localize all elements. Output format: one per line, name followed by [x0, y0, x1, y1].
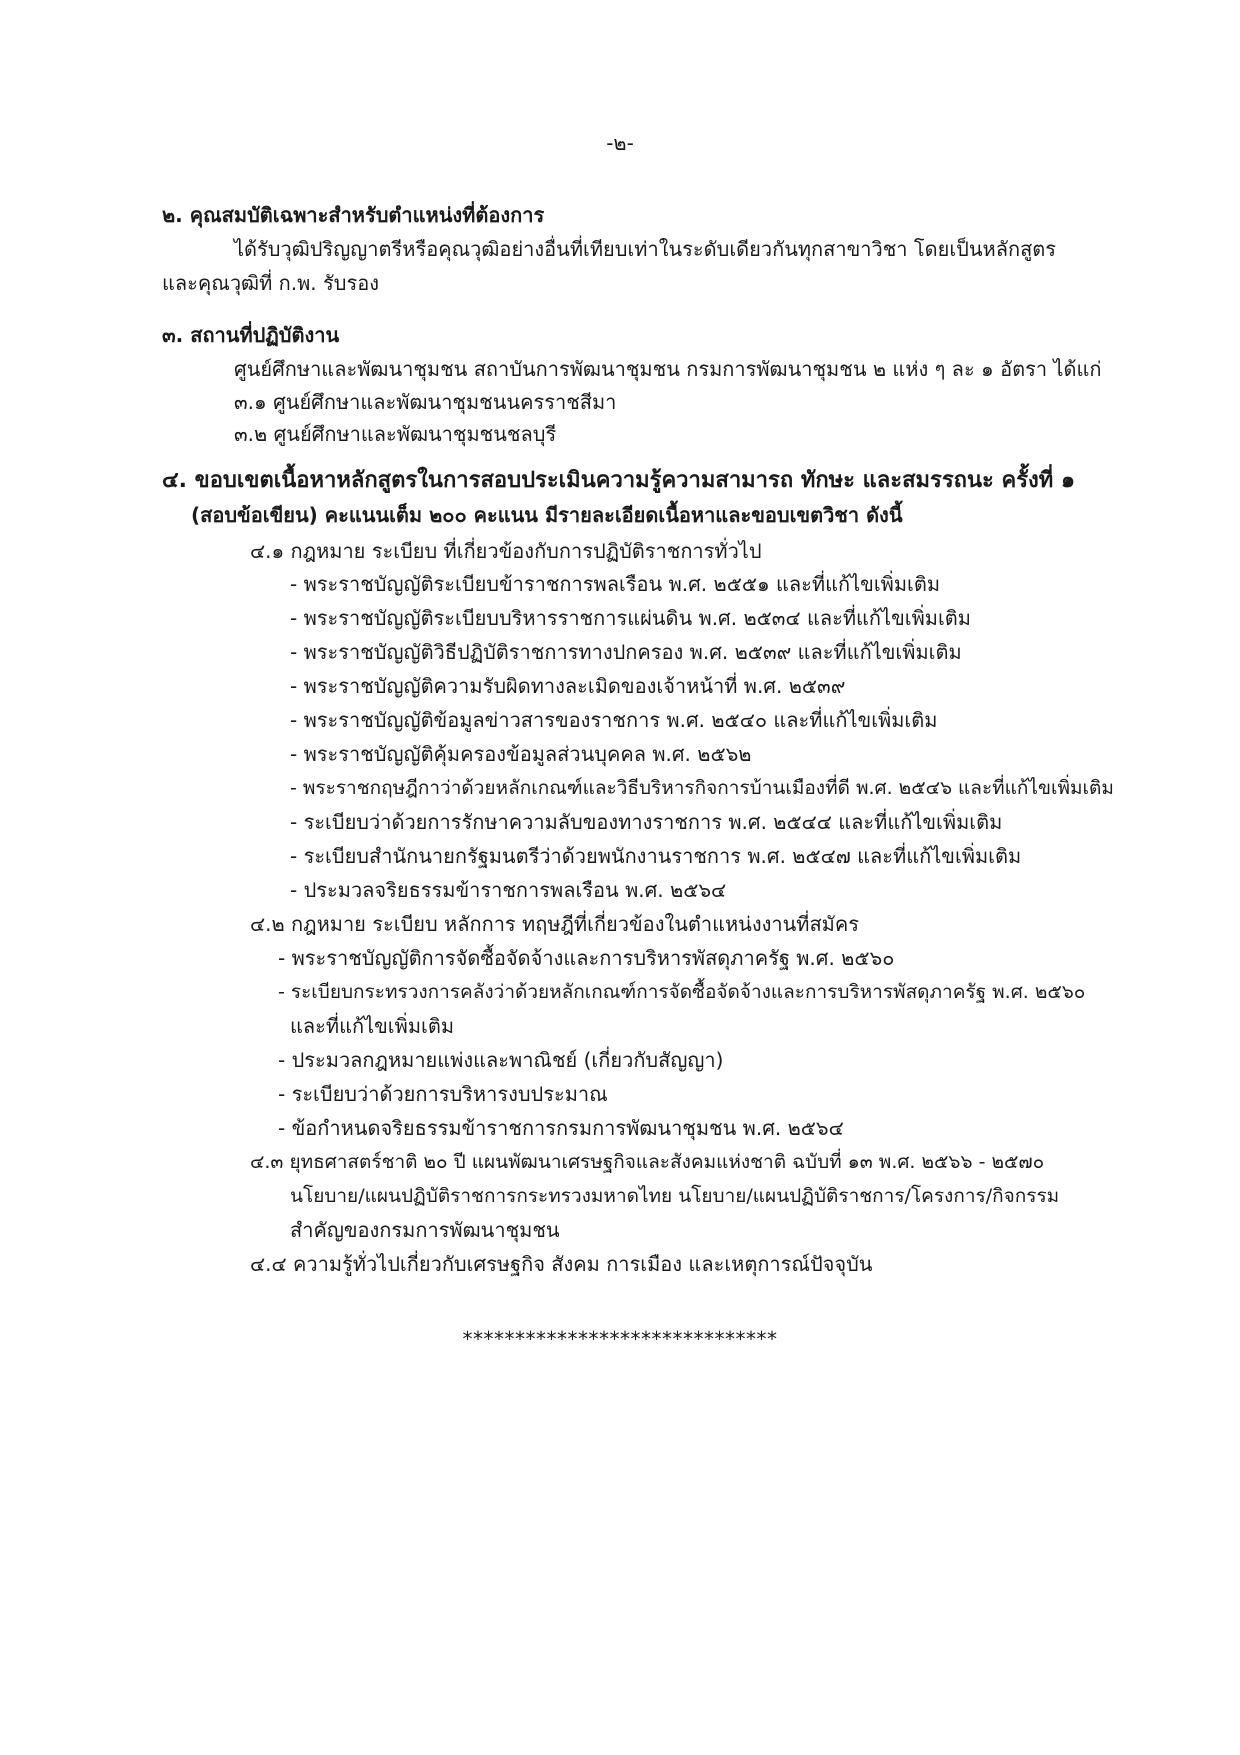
section-4-3-line-2: นโยบาย/แผนปฏิบัติราชการกระทรวงมหาดไทย นโยบาย/แผนปฏิบัติราชการ/โครงการ/กิจกรรม: [290, 1185, 1060, 1207]
list-item: - พระราชบัญญัติระเบียบข้าราชการพลเรือน พ.ศ. ๒๕๕๑ และที่แก้ไขเพิ่มเติม: [290, 572, 941, 596]
section-4-3-line-1: ๔.๓ ยุทธศาสตร์ชาติ ๒๐ ปี แผนพัฒนาเศรษฐกิจและสังคมแห่งชาติ ฉบับที่ ๑๓ พ.ศ. ๒๕๖๖ - ๒๕๗๐: [250, 1151, 1045, 1173]
section-4-1-title: ๔.๑ กฎหมาย ระเบียบ ที่เกี่ยวข้องกับการปฏิบัติราชการทั่วไป: [250, 539, 762, 563]
list-item: - พระราชบัญญัติการจัดซื้อจัดจ้างและการบริหารพัสดุภาครัฐ พ.ศ. ๒๕๖๐: [278, 946, 895, 970]
list-item: - ระเบียบสำนักนายกรัฐมนตรีว่าด้วยพนักงานราชการ พ.ศ. ๒๕๔๗ และที่แก้ไขเพิ่มเติม: [290, 844, 1022, 868]
section-4-4: ๔.๔ ความรู้ทั่วไปเกี่ยวกับเศรษฐกิจ สังคม การเมือง และเหตุการณ์ปัจจุบัน: [250, 1252, 873, 1276]
list-item-continuation: และที่แก้ไขเพิ่มเติม: [290, 1014, 455, 1038]
list-item: - พระราชบัญญัติข้อมูลข่าวสารของราชการ พ.ศ. ๒๕๔๐ และที่แก้ไขเพิ่มเติม: [290, 708, 938, 732]
section-3-1: ๓.๑ ศูนย์ศึกษาและพัฒนาชุมชนนครราชสีมา: [234, 390, 617, 414]
section-3-heading: ๓. สถานที่ปฏิบัติงาน: [162, 323, 340, 347]
list-item: - พระราชกฤษฎีกาว่าด้วยหลักเกณฑ์และวิธีบริหารกิจการบ้านเมืองที่ดี พ.ศ. ๒๕๔๖ และที่แก้ไขเพิ่มเติม: [290, 777, 1114, 799]
list-item: - ประมวลกฎหมายแพ่งและพาณิชย์ (เกี่ยวกับสัญญา): [278, 1048, 724, 1072]
list-item: - พระราชบัญญัติวิธีปฏิบัติราชการทางปกครอง พ.ศ. ๒๕๓๙ และที่แก้ไขเพิ่มเติม: [290, 640, 962, 664]
list-item: - พระราชบัญญัติความรับผิดทางละเมิดของเจ้าหน้าที่ พ.ศ. ๒๕๓๙: [290, 674, 846, 698]
list-item: - ข้อกำหนดจริยธรรมข้าราชการกรมการพัฒนาชุมชน พ.ศ. ๒๕๖๔: [278, 1116, 844, 1140]
separator-asterisks: ******************************: [462, 1327, 778, 1351]
section-3-2: ๓.๒ ศูนย์ศึกษาและพัฒนาชุมชนชลบุรี: [234, 422, 557, 446]
section-2-text-line-1: ได้รับวุฒิปริญญาตรีหรือคุณวุฒิอย่างอื่นที่เทียบเท่าในระดับเดียวกันทุกสาขาวิชา โดยเป็นหลักสูตร: [234, 237, 1057, 261]
section-4-heading-line-1: ๔. ขอบเขตเนื้อหาหลักสูตรในการสอบประเมินความรู้ความสามารถ ทักษะ และสมรรถนะ ครั้งที่ ๑: [162, 468, 1075, 493]
list-item: - พระราชบัญญัติคุ้มครองข้อมูลส่วนบุคคล พ.ศ. ๒๕๖๒: [290, 742, 752, 766]
section-4-3-line-3: สำคัญของกรมการพัฒนาชุมชน: [290, 1218, 560, 1242]
list-item: - ระเบียบว่าด้วยการบริหารงบประมาณ: [278, 1082, 608, 1106]
list-item: - ประมวลจริยธรรมข้าราชการพลเรือน พ.ศ. ๒๕๖๔: [290, 878, 727, 902]
list-item: - พระราชบัญญัติระเบียบบริหารราชการแผ่นดิน พ.ศ. ๒๕๓๔ และที่แก้ไขเพิ่มเติม: [290, 606, 971, 630]
list-item: - ระเบียบกระทรวงการคลังว่าด้วยหลักเกณฑ์การจัดซื้อจัดจ้างและการบริหารพัสดุภาครัฐ พ.ศ. ๒๕๖๐: [278, 981, 1086, 1003]
section-2-text-line-2: และคุณวุฒิที่ ก.พ. รับรอง: [162, 271, 379, 295]
list-item: - ระเบียบว่าด้วยการรักษาความลับของทางราชการ พ.ศ. ๒๕๔๔ และที่แก้ไขเพิ่มเติม: [290, 810, 1003, 834]
section-4-heading-line-2: (สอบข้อเขียน) คะแนนเต็ม ๒๐๐ คะแนน มีรายละเอียดเนื้อหาและขอบเขตวิชา ดังนี้: [191, 503, 903, 527]
section-3-text: ศูนย์ศึกษาและพัฒนาชุมชน สถาบันการพัฒนาชุมชน กรมการพัฒนาชุมชน ๒ แห่ง ๆ ละ ๑ อัตรา ได้แก่: [234, 357, 1102, 381]
page-number: -๒-: [606, 131, 634, 155]
section-2-heading: ๒. คุณสมบัติเฉพาะสำหรับตำแหน่งที่ต้องการ: [162, 203, 545, 227]
section-4-2-title: ๔.๒ กฎหมาย ระเบียบ หลักการ ทฤษฎีที่เกี่ยวข้องในตำแหน่งงานที่สมัคร: [250, 912, 859, 936]
